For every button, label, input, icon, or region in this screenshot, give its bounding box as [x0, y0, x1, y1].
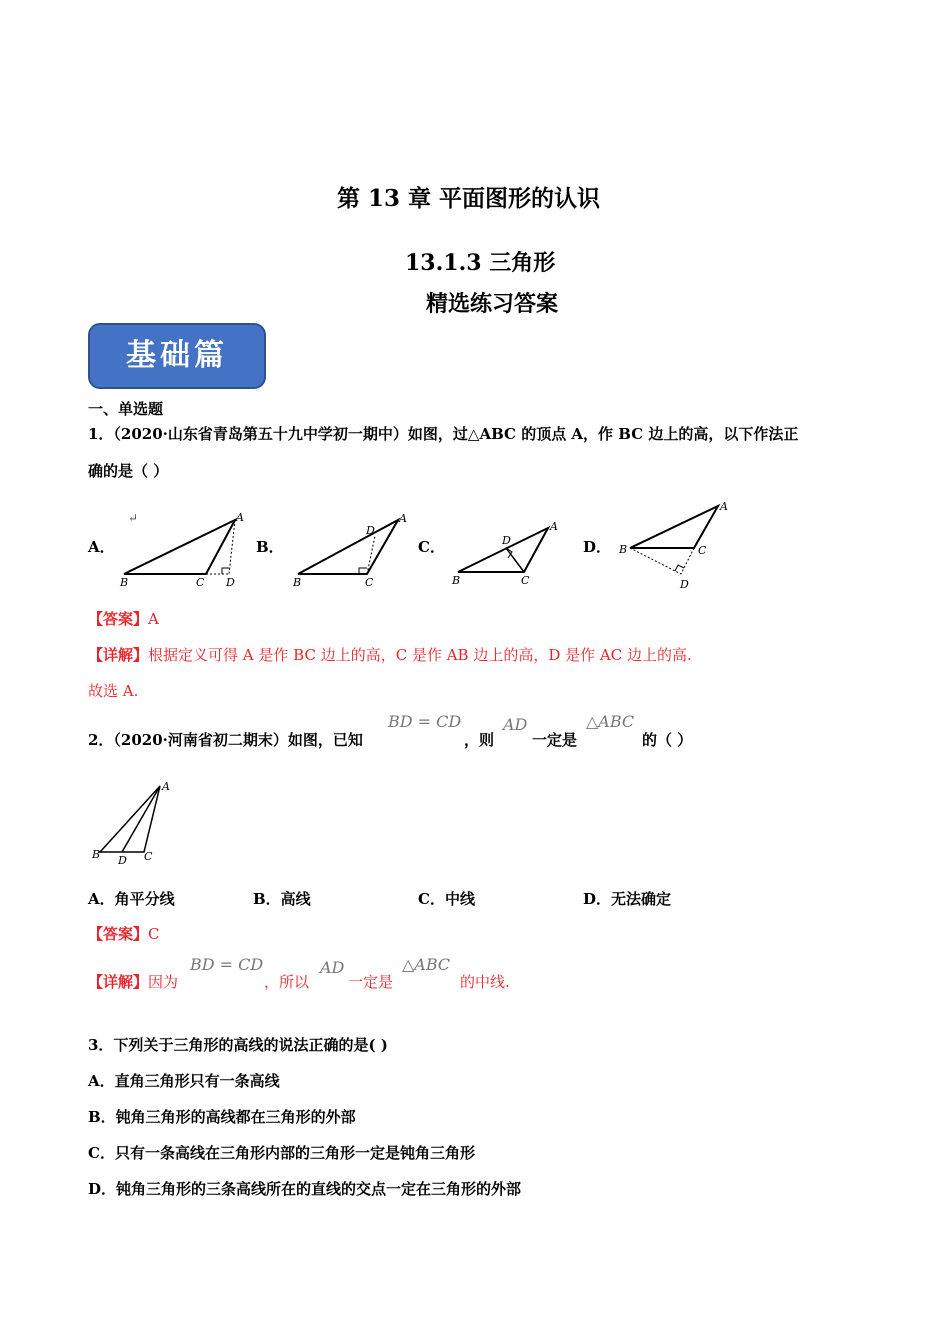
fig-q2-label-b: B: [92, 848, 101, 861]
q2-detail-math-ad: AD: [320, 958, 345, 977]
q1-figure-a: [112, 506, 247, 590]
q1-stem-line1: 1．（2020·山东省青岛第五十九中学初一期中）如图，过△ABC 的顶点 A，作 BC 边上的高，以下作法正: [88, 425, 799, 443]
fig-a-label-c: C: [196, 576, 205, 589]
q2-stem-mid1: ，则: [464, 731, 495, 749]
q2-detail-prefix: 【详解】因为: [88, 973, 179, 991]
chapter-title: 第 13 章 平面图形的认识: [337, 185, 601, 212]
section-title: 13.1.3 三角形: [405, 250, 556, 276]
q2-detail-mid1: ，所以: [264, 973, 310, 991]
fig-d-label-b: B: [619, 543, 628, 556]
q2-option-a-text: A．角平分线: [88, 890, 175, 908]
q1-option-c-label: C．: [418, 538, 445, 556]
fig-b-label-d: D: [366, 524, 375, 537]
q2-answer: 【答案】C: [88, 925, 160, 943]
q1-figure-c: [450, 514, 565, 590]
fig-d-label-c: C: [698, 544, 707, 557]
fig-c-label-b: B: [452, 574, 461, 587]
q3-option-c: C．只有一条高线在三角形内部的三角形一定是钝角三角形: [88, 1144, 475, 1162]
q1-option-d-label: D．: [583, 538, 612, 556]
fig-c-label-d: D: [502, 534, 511, 547]
q2-math-ad: AD: [503, 715, 528, 734]
q2-detail-math-bd-cd: BD = CD: [190, 955, 264, 974]
fig-b-label-c: C: [365, 576, 374, 589]
q3-stem: 3．下列关于三角形的高线的说法正确的是( ): [88, 1036, 388, 1054]
q1-detail: 【详解】根据定义可得 A 是作 BC 边上的高，C 是作 AB 边上的高，D 是作 AC 边上的高.: [88, 646, 692, 664]
fig-a-label-b: B: [120, 576, 129, 589]
q2-stem-prefix: 2．（2020·河南省初二期末）如图，已知: [88, 731, 363, 749]
subtitle: 精选练习答案: [426, 291, 559, 317]
fig-a-label-a: A: [236, 511, 244, 524]
q1-stem-line2: 确的是（ ）: [88, 462, 169, 480]
fig-b-label-b: B: [293, 576, 302, 589]
q2-stem-mid2: 一定是: [532, 731, 578, 749]
fig-d-label-a: A: [720, 500, 728, 513]
q1-figure-d: [612, 498, 742, 594]
q2-detail-math-abc: △ABC: [402, 955, 451, 974]
q2-option-c-text: C．中线: [418, 890, 475, 908]
fig-q2-label-a: A: [162, 780, 170, 793]
part-heading: 一、单选题: [88, 400, 164, 418]
q1-answer: 【答案】A: [88, 610, 159, 628]
q2-option-d-text: D．无法确定: [583, 890, 672, 908]
q1-figure-b: [288, 508, 418, 590]
q1-conclusion: 故选 A.: [88, 682, 139, 700]
q2-detail-suffix: 的中线.: [460, 973, 510, 991]
q2-option-b-text: B．高线: [253, 890, 311, 908]
fig-q2-label-c: C: [144, 850, 153, 863]
q1-option-b-label: B．: [256, 538, 284, 556]
return-mark: ↵: [128, 511, 139, 525]
q1-option-a-label: A．: [88, 538, 115, 556]
q3-option-b: B．钝角三角形的高线都在三角形的外部: [88, 1108, 356, 1126]
fig-a-label-d: D: [226, 576, 235, 589]
fig-c-label-c: C: [521, 574, 530, 587]
q2-math-abc: △ABC: [586, 712, 635, 731]
fig-q2-label-d: D: [118, 854, 127, 866]
fig-b-label-a: A: [399, 512, 407, 525]
fig-c-label-a: A: [550, 520, 558, 533]
q2-figure: [88, 778, 178, 866]
q3-option-d: D．钝角三角形的三条高线所在的直线的交点一定在三角形的外部: [88, 1180, 522, 1198]
q2-detail-mid2: 一定是: [348, 973, 394, 991]
q2-stem-suffix: 的（ ）: [642, 731, 693, 749]
fig-d-label-d: D: [680, 578, 689, 591]
q2-math-bd-cd: BD = CD: [388, 712, 462, 731]
q3-option-a: A．直角三角形只有一条高线: [88, 1072, 280, 1090]
basic-level-banner: 基础篇: [88, 323, 266, 389]
